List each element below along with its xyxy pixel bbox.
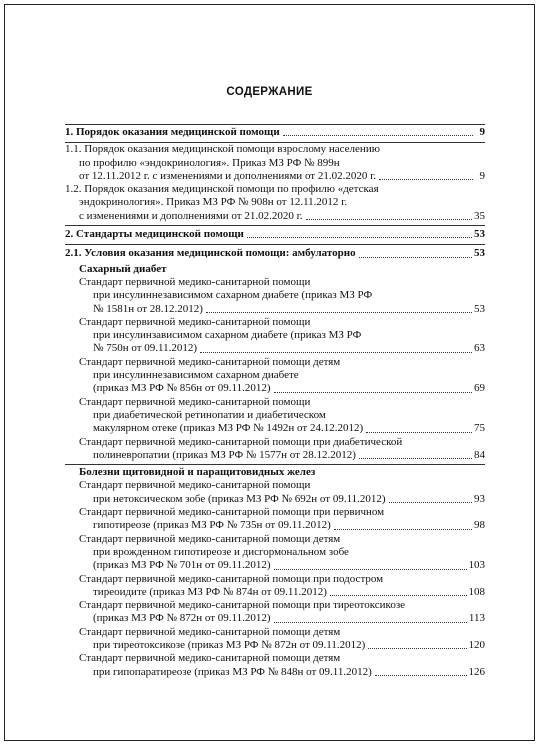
toc-section-2-1[interactable]: 2.1. Условия оказания медицинской помощи: амбулаторно 53	[65, 247, 485, 260]
toc-entry[interactable]: Стандарт первичной медико-санитарной помощи при диабетической ретинопатии и диабетическом макулярном отеке (приказ МЗ РФ № 1492н от 24.12.2012) 75	[79, 395, 485, 435]
page-number: 53	[474, 228, 485, 241]
page-number: 75	[474, 422, 485, 435]
toc-entry[interactable]: Стандарт первичной медико-санитарной помощи детям при гипопаратиреозе (приказ МЗ РФ № 848н от 09.11.2012) 126	[79, 652, 485, 678]
page-number: 69	[474, 382, 485, 395]
page-number: 53	[474, 247, 485, 260]
toc-entry[interactable]: Стандарт первичной медико-санитарной помощи детям при врожденном гипотиреозе и дисгормональном зобе (приказ МЗ РФ № 701н от 09.11.2012) 103	[79, 532, 485, 572]
toc-entry[interactable]: Стандарт первичной медико-санитарной помощи при инсулинзависимом сахарном диабете (приказ МЗ РФ № 750н от 09.11.2012) 63	[79, 315, 485, 355]
page-title: СОДЕРЖАНИЕ	[226, 86, 313, 98]
page-number: 120	[468, 638, 485, 651]
toc-entry[interactable]: Стандарт первичной медико-санитарной помощи при подостром тиреоидите (приказ МЗ РФ № 874н от 09.11.2012) 108	[79, 572, 485, 598]
page-frame	[4, 4, 535, 741]
page-number: 98	[474, 519, 485, 532]
toc-entry[interactable]: Стандарт первичной медико-санитарной помощи при тиреотоксикозе (приказ МЗ РФ № 872н от 09.11.2012) 113	[79, 599, 485, 625]
table-of-contents	[65, 122, 485, 679]
page-number: 113	[468, 612, 485, 625]
group-heading-thyroid: Болезни щитовидной и паращитовидных желез	[79, 466, 316, 479]
toc-entry[interactable]: Стандарт первичной медико-санитарной помощи детям при инсулиннезависимом сахарном диабете (приказ МЗ РФ № 856н от 09.11.2012) 69	[79, 355, 485, 395]
toc-entry[interactable]: Стандарт первичной медико-санитарной помощи при первичном гипотиреозе (приказ МЗ РФ № 735н от 09.11.2012) 98	[79, 506, 485, 532]
page-number: 93	[474, 492, 485, 505]
page-number: 126	[468, 665, 485, 678]
page-number: 9	[479, 126, 485, 138]
page-number: 108	[468, 585, 485, 598]
page-number: 53	[474, 302, 485, 315]
toc-section-1[interactable]: 1. Порядок оказания медицинской помощи 9	[65, 124, 485, 140]
toc-section-2[interactable]: 2. Стандарты медицинской помощи 53	[65, 228, 485, 241]
page-number: 63	[474, 342, 485, 355]
page-number: 103	[468, 559, 485, 572]
page-number: 9	[479, 169, 485, 182]
group-heading-diabetes: Сахарный диабет	[79, 262, 167, 275]
toc-entry[interactable]: Стандарт первичной медико-санитарной помощи при диабетической полиневропатии (приказ МЗ РФ № 1577н от 28.12.2012) 84	[79, 435, 485, 461]
page-number: 35	[474, 209, 485, 222]
page-number: 84	[474, 448, 485, 461]
toc-section-1-1[interactable]: 1.1. Порядок оказания медицинской помощи взрослому населению по профилю «эндокринология». Приказ МЗ РФ № 899н от 12.11.2012 г. с изменениями и дополнениями от 21.02.2020 г. 9	[65, 143, 485, 182]
toc-entry[interactable]: Стандарт первичной медико-санитарной помощи при инсулиннезависимом сахарном диабете (приказ МЗ РФ № 1581н от 28.12.2012) 53	[79, 275, 485, 315]
toc-entry[interactable]: Стандарт первичной медико-санитарной помощи при нетоксическом зобе (приказ МЗ РФ № 692н от 09.11.2012) 93	[79, 479, 485, 505]
toc-section-1-2[interactable]: 1.2. Порядок оказания медицинской помощи по профилю «детская эндокринология». Приказ МЗ РФ № 908н от 12.11.2012 г. с изменениями и дополнениями от 21.02.2020 г. 35	[65, 183, 485, 222]
toc-entry[interactable]: Стандарт первичной медико-санитарной помощи детям при тиреотоксикозе (приказ МЗ РФ № 872н от 09.11.2012) 120	[79, 625, 485, 651]
